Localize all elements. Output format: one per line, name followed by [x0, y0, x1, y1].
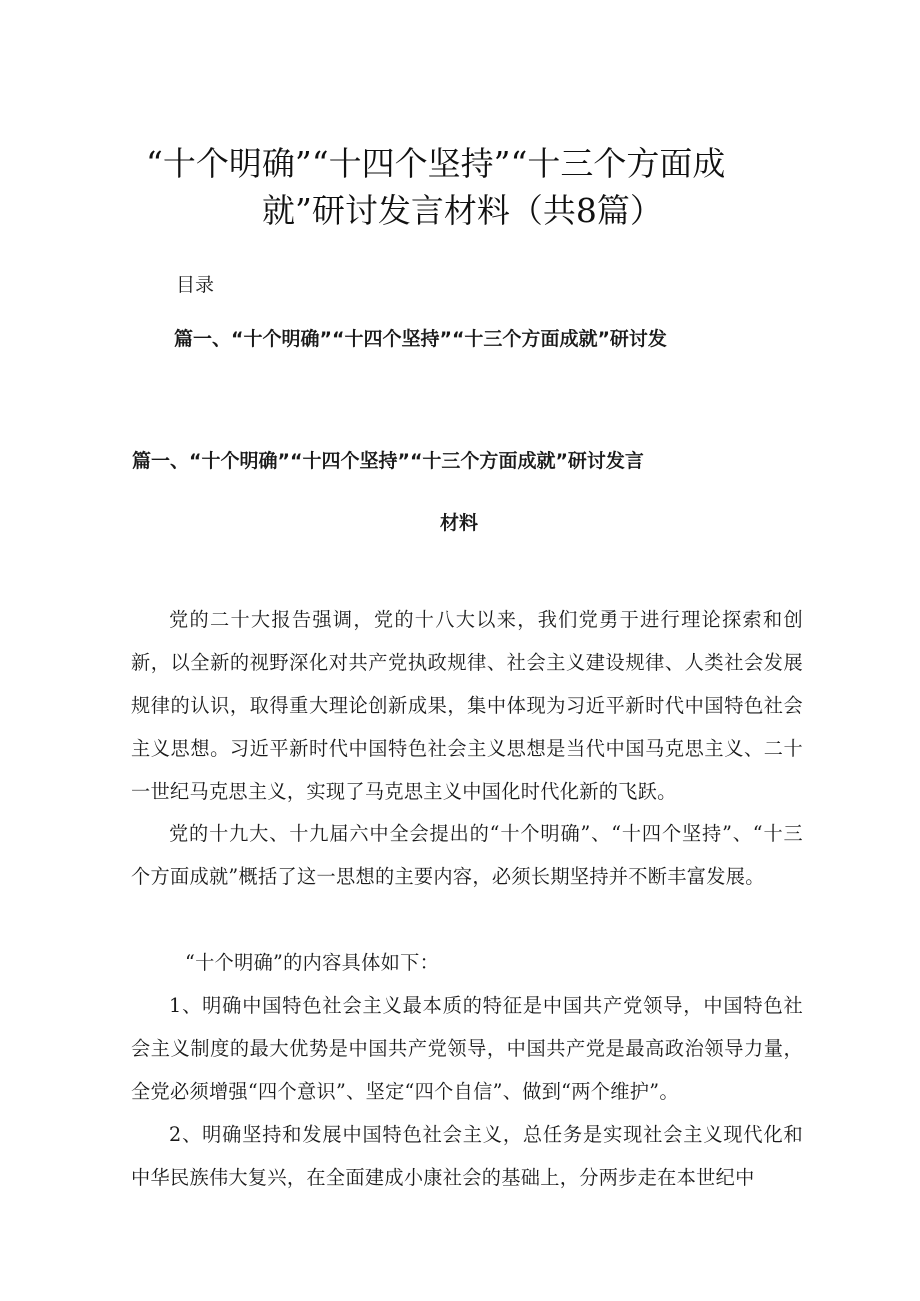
- paragraph-block: [131, 941, 803, 984]
- document-title-line1: “十个明确”“十四个坚持”“十三个方面成: [146, 144, 726, 183]
- paragraph-block: [131, 598, 803, 813]
- paragraph-block: [131, 1113, 803, 1199]
- paragraph-block: [131, 984, 803, 1113]
- toc-label: 目录: [176, 274, 215, 296]
- paragraph: 1、明确中国特色社会主义最本质的特征是中国共产党领导，中国特色社会主义制度的最大优势是中国共产党领导，中国共产党是最高政治领导力量，全党必须增强“四个意识”、坚定“四个自信”、做到“两个维护”。: [131, 994, 803, 1103]
- section-heading-line2: 材料: [440, 512, 479, 534]
- document-title-line2: 就”研讨发言材料（共8篇）: [262, 191, 663, 230]
- toc-item[interactable]: 篇一、“十个明确”“十四个坚持”“十三个方面成就”研讨发: [174, 328, 667, 350]
- paragraph: 党的二十大报告强调，党的十八大以来，我们党勇于进行理论探索和创新，以全新的视野深化对共产党执政规律、社会主义建设规律、人类社会发展规律的认识，取得重大理论创新成果，集中体现为习近平新时代中国特色社会主义思想。习近平新时代中国特色社会主义思想是当代中国马克思主义、二十一世纪马克思主义，实现了马克思主义中国化时代化新的飞跃。: [131, 608, 803, 803]
- paragraph-block: [131, 812, 803, 898]
- paragraph: 2、明确坚持和发展中国特色社会主义，总任务是实现社会主义现代化和中华民族伟大复兴，在全面建成小康社会的基础上，分两步走在本世纪中: [131, 1123, 803, 1189]
- paragraph: “十个明确”的内容具体如下：: [185, 951, 440, 974]
- paragraph: 党的十九大、十九届六中全会提出的“十个明确”、“十四个坚持”、“十三个方面成就”概括了这一思想的主要内容，必须长期坚持并不断丰富发展。: [131, 822, 803, 888]
- section-heading-line1: 篇一、“十个明确”“十四个坚持”“十三个方面成就”研讨发言: [132, 450, 644, 472]
